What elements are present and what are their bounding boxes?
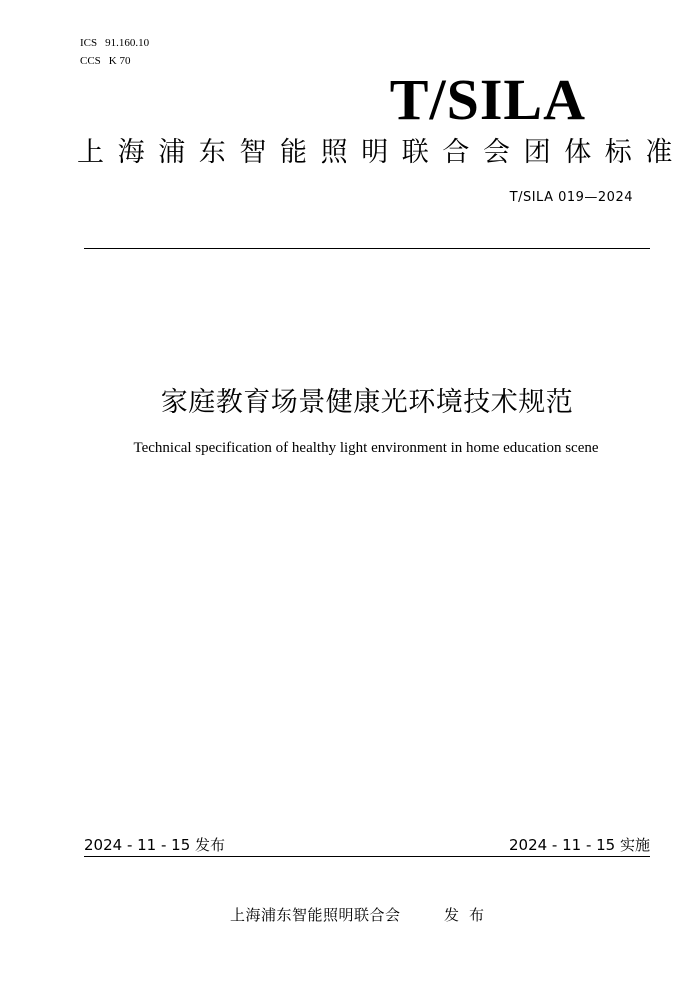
implementation-date: 2024 - 11 - 15 实施 <box>508 836 650 854</box>
org-standard-title: 上海浦东智能照明联合会团体标准 <box>77 137 686 168</box>
ccs-row <box>80 52 149 70</box>
document-title-chinese: 家庭教育场景健康光环境技术规范 <box>160 387 574 418</box>
top-divider <box>84 248 650 249</box>
standard-logo: T/SILA <box>389 67 586 132</box>
ccs-code: K 70 <box>108 55 131 67</box>
publisher-name: 上海浦东智能照明联合会 <box>230 906 401 924</box>
document-title-english: Technical specification of healthy light environment in home education scene <box>133 440 599 456</box>
ics-row <box>80 34 149 52</box>
issue-date: 2024 - 11 - 15 发布 <box>84 836 226 854</box>
classification-codes <box>80 34 149 70</box>
publish-label: 发布 <box>444 906 495 924</box>
ccs-label: CCS <box>80 55 101 67</box>
ics-label: ICS <box>80 37 98 49</box>
bottom-divider <box>84 856 650 857</box>
standard-number: T/SILA 019—2024 <box>509 190 633 205</box>
ics-code: 91.160.10 <box>105 37 150 49</box>
